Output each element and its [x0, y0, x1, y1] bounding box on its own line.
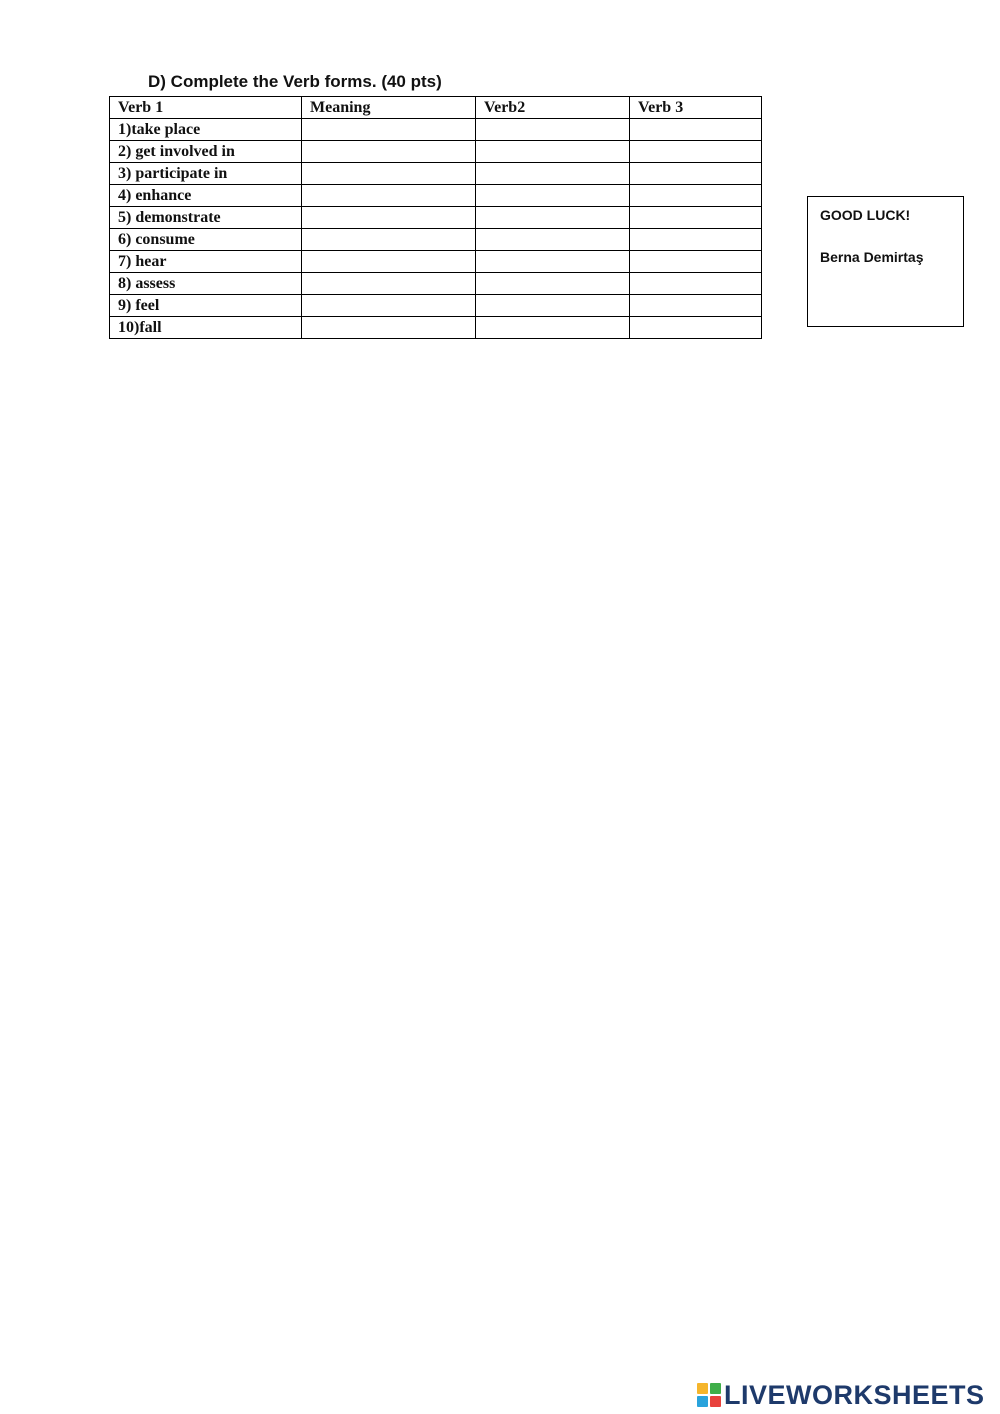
header-verb2: Verb2: [476, 97, 630, 119]
verb3-answer-cell[interactable]: [630, 185, 762, 207]
verb1-cell: 3) participate in: [110, 163, 302, 185]
meaning-answer-cell[interactable]: [302, 163, 476, 185]
table-row: [110, 317, 762, 339]
liveworksheets-logo-icon: [697, 1383, 721, 1407]
meaning-answer-cell[interactable]: [302, 185, 476, 207]
table-row: [110, 251, 762, 273]
verb3-answer-cell[interactable]: [630, 295, 762, 317]
meaning-answer-cell[interactable]: [302, 295, 476, 317]
verb2-answer-cell[interactable]: [476, 317, 630, 339]
liveworksheets-wordmark: LIVEWORKSHEETS: [724, 1379, 985, 1410]
table-row: [110, 185, 762, 207]
verb2-answer-cell[interactable]: [476, 163, 630, 185]
logo-square: [710, 1396, 721, 1407]
header-meaning: Meaning: [302, 97, 476, 119]
verb2-answer-cell[interactable]: [476, 119, 630, 141]
meaning-answer-cell[interactable]: [302, 317, 476, 339]
table-header-row: [110, 97, 762, 119]
verb1-cell: 1)take place: [110, 119, 302, 141]
header-verb1: Verb 1: [110, 97, 302, 119]
logo-square: [697, 1396, 708, 1407]
verb2-answer-cell[interactable]: [476, 229, 630, 251]
meaning-answer-cell[interactable]: [302, 273, 476, 295]
table-row: [110, 229, 762, 251]
verb2-answer-cell[interactable]: [476, 141, 630, 163]
verb3-answer-cell[interactable]: [630, 317, 762, 339]
verb3-answer-cell[interactable]: [630, 163, 762, 185]
verb1-cell: 2) get involved in: [110, 141, 302, 163]
verb1-cell: 10)fall: [110, 317, 302, 339]
meaning-answer-cell[interactable]: [302, 229, 476, 251]
verb1-cell: 8) assess: [110, 273, 302, 295]
verb1-cell: 9) feel: [110, 295, 302, 317]
header-verb3: Verb 3: [630, 97, 762, 119]
good-luck-text: GOOD LUCK!: [820, 207, 911, 223]
verb3-answer-cell[interactable]: [630, 119, 762, 141]
verb3-answer-cell[interactable]: [630, 207, 762, 229]
meaning-answer-cell[interactable]: [302, 207, 476, 229]
meaning-answer-cell[interactable]: [302, 141, 476, 163]
verb2-answer-cell[interactable]: [476, 185, 630, 207]
table-row: [110, 273, 762, 295]
teacher-name: Berna Demirtaş: [820, 249, 924, 265]
liveworksheets-brand: [697, 1380, 985, 1410]
verb1-cell: 7) hear: [110, 251, 302, 273]
table-row: [110, 207, 762, 229]
table-row: [110, 163, 762, 185]
verb3-answer-cell[interactable]: [630, 141, 762, 163]
verb1-cell: 4) enhance: [110, 185, 302, 207]
verb1-cell: 5) demonstrate: [110, 207, 302, 229]
verb3-answer-cell[interactable]: [630, 273, 762, 295]
good-luck-box: [807, 196, 964, 327]
verb1-cell: 6) consume: [110, 229, 302, 251]
verb-forms-table: [109, 96, 762, 339]
verb3-answer-cell[interactable]: [630, 251, 762, 273]
verb2-answer-cell[interactable]: [476, 251, 630, 273]
verb2-answer-cell[interactable]: [476, 273, 630, 295]
table-row: [110, 141, 762, 163]
verb2-answer-cell[interactable]: [476, 295, 630, 317]
verb3-answer-cell[interactable]: [630, 229, 762, 251]
meaning-answer-cell[interactable]: [302, 251, 476, 273]
verb2-answer-cell[interactable]: [476, 207, 630, 229]
meaning-answer-cell[interactable]: [302, 119, 476, 141]
logo-square: [710, 1383, 721, 1394]
table-row: [110, 295, 762, 317]
section-title: D) Complete the Verb forms. (40 pts): [148, 72, 442, 91]
table-row: [110, 119, 762, 141]
logo-square: [697, 1383, 708, 1394]
